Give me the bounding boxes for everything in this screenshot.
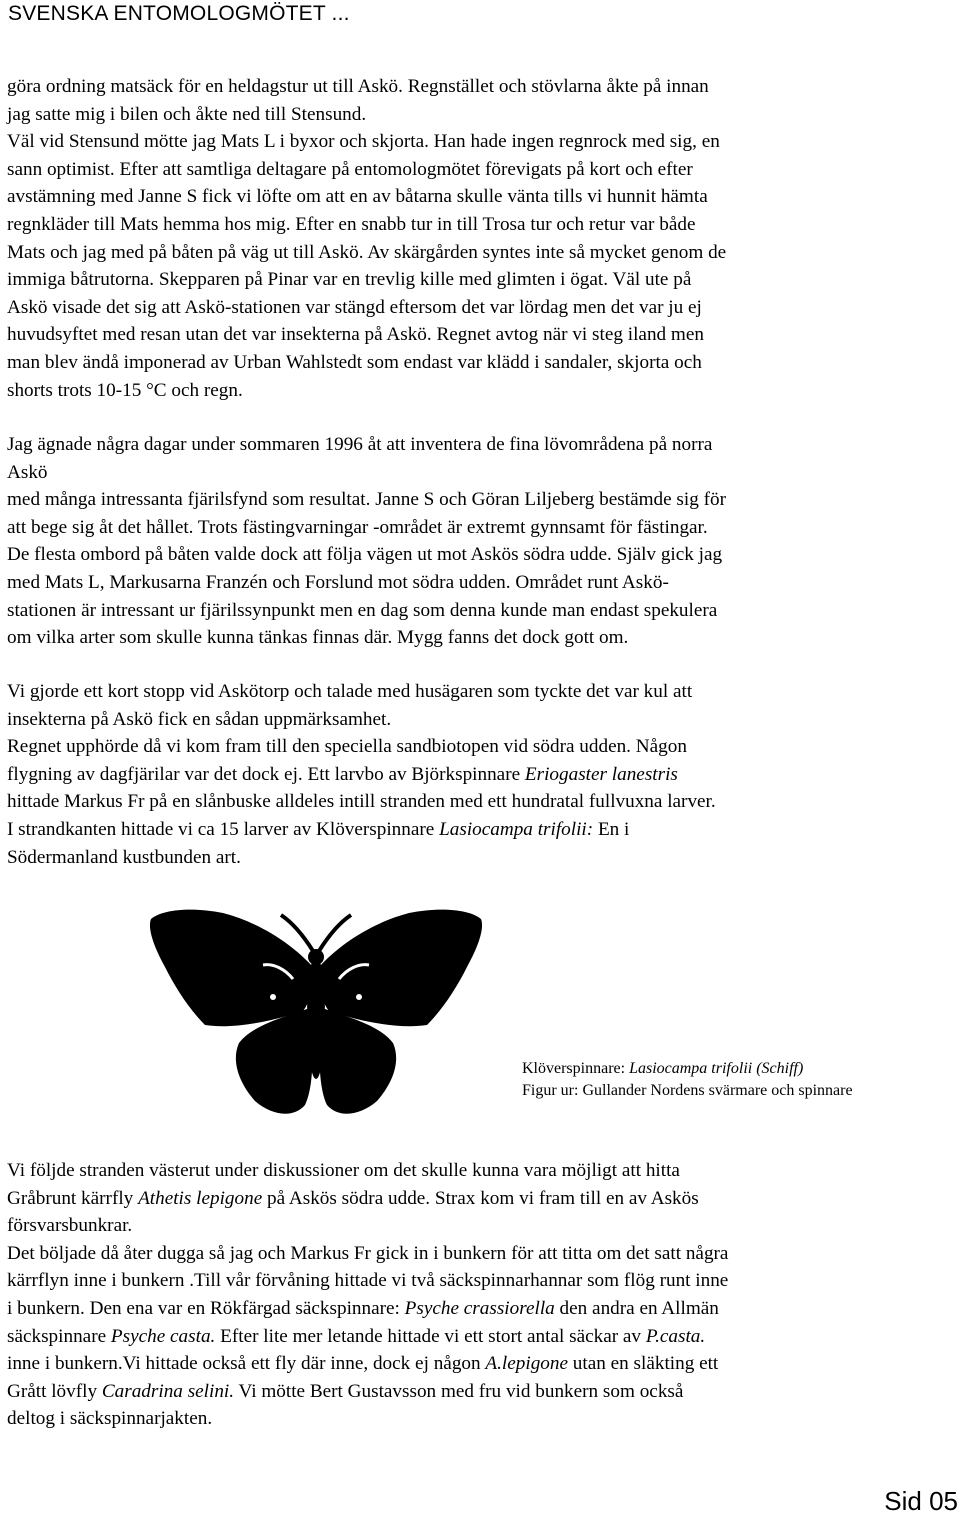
text-line xyxy=(7,1378,953,1406)
text-line xyxy=(7,761,953,789)
text-line: försvarsbunkrar. xyxy=(7,1215,133,1237)
text-span: på Askös södra udde. Strax kom vi fram till en av Askös xyxy=(262,1187,699,1209)
wing-spot xyxy=(356,994,362,1000)
moth-illustration xyxy=(143,905,488,1140)
text-line: Det böljade då åter dugga så jag och Markus Fr gick in i bunkern för att titta om det satt några xyxy=(7,1242,729,1264)
page-number: Sid 05 xyxy=(884,1486,958,1516)
text-line: Mats och jag med på båten på väg ut till Askö. Av skärgården syntes inte så mycket genom de xyxy=(7,241,727,263)
text-line: immiga båtrutorna. Skepparen på Pinar var en trevlig kille med glimten i ögat. Väl ute på xyxy=(7,269,692,291)
text-span: Efter lite mer letande hittade vi ett stort antal säckar av xyxy=(215,1325,646,1347)
paragraph-4 xyxy=(7,1157,953,1433)
text-line xyxy=(7,1185,953,1213)
text-line xyxy=(7,816,953,844)
text-span: Gråbrunt kärrfly xyxy=(7,1187,139,1209)
text-span: En i xyxy=(593,818,630,840)
text-line: Vi följde stranden västerut under diskussioner om det skulle kunna vara möjligt att hitta xyxy=(7,1160,680,1181)
text-line: avstämning med Janne S fick vi löfte om att en av båtarna skulle vänta tills vi hunnit hämta xyxy=(7,186,708,208)
text-span: i bunkern. Den ena var en Rökfärgad säckspinnare: xyxy=(7,1297,405,1319)
text-span: Grått lövfly xyxy=(7,1380,102,1402)
text-line: om vilka arter som skulle kunna tänkas finnas där. Mygg fanns det dock gott om. xyxy=(7,627,629,649)
text-line: Jag ägnade några dagar under sommaren 1996 åt att inventera de fina lövområdena på norra xyxy=(7,434,713,455)
caption-source: Figur ur: Gullander Nordens svärmare och spinnare xyxy=(522,1082,853,1099)
text-line: Södermanland kustbunden art. xyxy=(7,846,241,868)
text-line: insekterna på Askö fick en sådan uppmärksamhet. xyxy=(7,708,392,730)
right-hindwing xyxy=(319,1009,396,1114)
text-line: De flesta ombord på båten valde dock att följa vägen ut mot Askös södra udde. Själv gick jag xyxy=(7,544,723,566)
right-forewing xyxy=(319,910,482,1027)
text-line: sann optimist. Efter att samtliga deltagare på entomologmötet förevigats på kort och efter xyxy=(7,158,693,180)
text-line xyxy=(7,1350,953,1378)
text-line: Vi gjorde ett kort stopp vid Askötorp och talade med husägaren som tyckte det var kul att xyxy=(7,681,693,702)
species-name: Eriogaster lanestris xyxy=(524,763,678,785)
text-line: stationen är intressant ur fjärilssynpunkt men en dag som denna kunde man endast spekulera xyxy=(7,599,718,621)
moth-head xyxy=(308,949,324,965)
text-line: huvudsyftet med resan utan det var insekterna på Askö. Regnet avtog när vi steg iland men xyxy=(7,324,704,346)
species-name: Psyche casta. xyxy=(110,1325,216,1347)
caption-line xyxy=(522,1058,853,1080)
paragraph-3 xyxy=(7,678,953,871)
species-name: Athetis lepigone xyxy=(138,1187,263,1209)
text-span: den andra en Allmän xyxy=(554,1297,719,1319)
text-line: göra ordning matsäck för en heldagstur ut till Askö. Regnstället och stövlarna åkte på innan xyxy=(7,76,709,97)
text-line xyxy=(7,1323,953,1351)
species-name: Psyche crassiorella xyxy=(404,1297,555,1319)
text-line xyxy=(7,1295,953,1323)
text-line: regnkläder till Mats hemma hos mig. Efter en snabb tur in till Trosa tur och retur var både xyxy=(7,213,696,235)
text-line: kärrflyn inne i bunkern .Till vår förvåning hittade vi två säckspinnarhannar som flög runt inne xyxy=(7,1270,729,1292)
moth-body xyxy=(307,955,325,1079)
text-span: säckspinnare xyxy=(7,1325,111,1347)
text-span: Vi mötte Bert Gustavsson med fru vid bunkern som också xyxy=(234,1380,684,1402)
text-line: att bege sig åt det hållet. Trots fästingvarningar -området är extremt gynnsamt för fästingar. xyxy=(7,516,708,538)
text-line: deltog i säckspinnarjakten. xyxy=(7,1408,213,1430)
figure-caption xyxy=(522,1058,853,1102)
text-line: jag satte mig i bilen och åkte ned till Stensund. xyxy=(7,103,367,125)
species-name: A.lepigone xyxy=(485,1353,568,1375)
caption-label: Klöverspinnare: xyxy=(522,1060,630,1077)
text-line: Väl vid Stensund mötte jag Mats L i byxor och skjorta. Han hade ingen regnrock med sig, en xyxy=(7,131,720,153)
text-line: Askö xyxy=(7,461,48,483)
text-line: med många intressanta fjärilsfynd som resultat. Janne S och Göran Liljeberg bestämde sig för xyxy=(7,489,726,511)
species-name: Caradrina selini. xyxy=(101,1380,235,1402)
text-line: man blev ändå imponerad av Urban Wahlstedt som endast var klädd i sandaler, skjorta och xyxy=(7,351,702,373)
text-line: hittade Markus Fr på en slånbuske alldeles intill stranden med ett hundratal fullvuxna larver. xyxy=(7,791,716,813)
text-span: utan en släkting ett xyxy=(568,1353,719,1375)
text-span: inne i bunkern.Vi hittade också ett fly där inne, dock ej någon xyxy=(7,1353,486,1375)
caption-species: Lasiocampa trifolii (Schiff) xyxy=(629,1060,804,1077)
species-name: Lasiocampa trifolii: xyxy=(439,818,594,840)
text-line: Regnet upphörde då vi kom fram till den speciella sandbiotopen vid södra udden. Någon xyxy=(7,736,687,758)
species-name: P.casta. xyxy=(645,1325,706,1347)
paragraph-1 xyxy=(7,73,953,404)
text-line: Askö visade det sig att Askö-stationen var stängd eftersom det var lördag men det var ju ej xyxy=(7,296,702,318)
wing-spot xyxy=(270,994,276,1000)
text-line: shorts trots 10-15 °C och regn. xyxy=(7,379,243,401)
left-forewing xyxy=(150,910,313,1027)
page-header: SVENSKA ENTOMOLOGMÖTET ... xyxy=(8,2,350,25)
left-hindwing xyxy=(236,1009,313,1114)
text-line: med Mats L, Markusarna Franzén och Forslund mot södra udden. Området runt Askö- xyxy=(7,571,669,593)
text-span: I strandkanten hittade vi ca 15 larver av Klöverspinnare xyxy=(7,818,440,840)
paragraph-2 xyxy=(7,431,953,652)
text-span: flygning av dagfjärilar var det dock ej. Ett larvbo av Björkspinnare xyxy=(7,763,525,785)
